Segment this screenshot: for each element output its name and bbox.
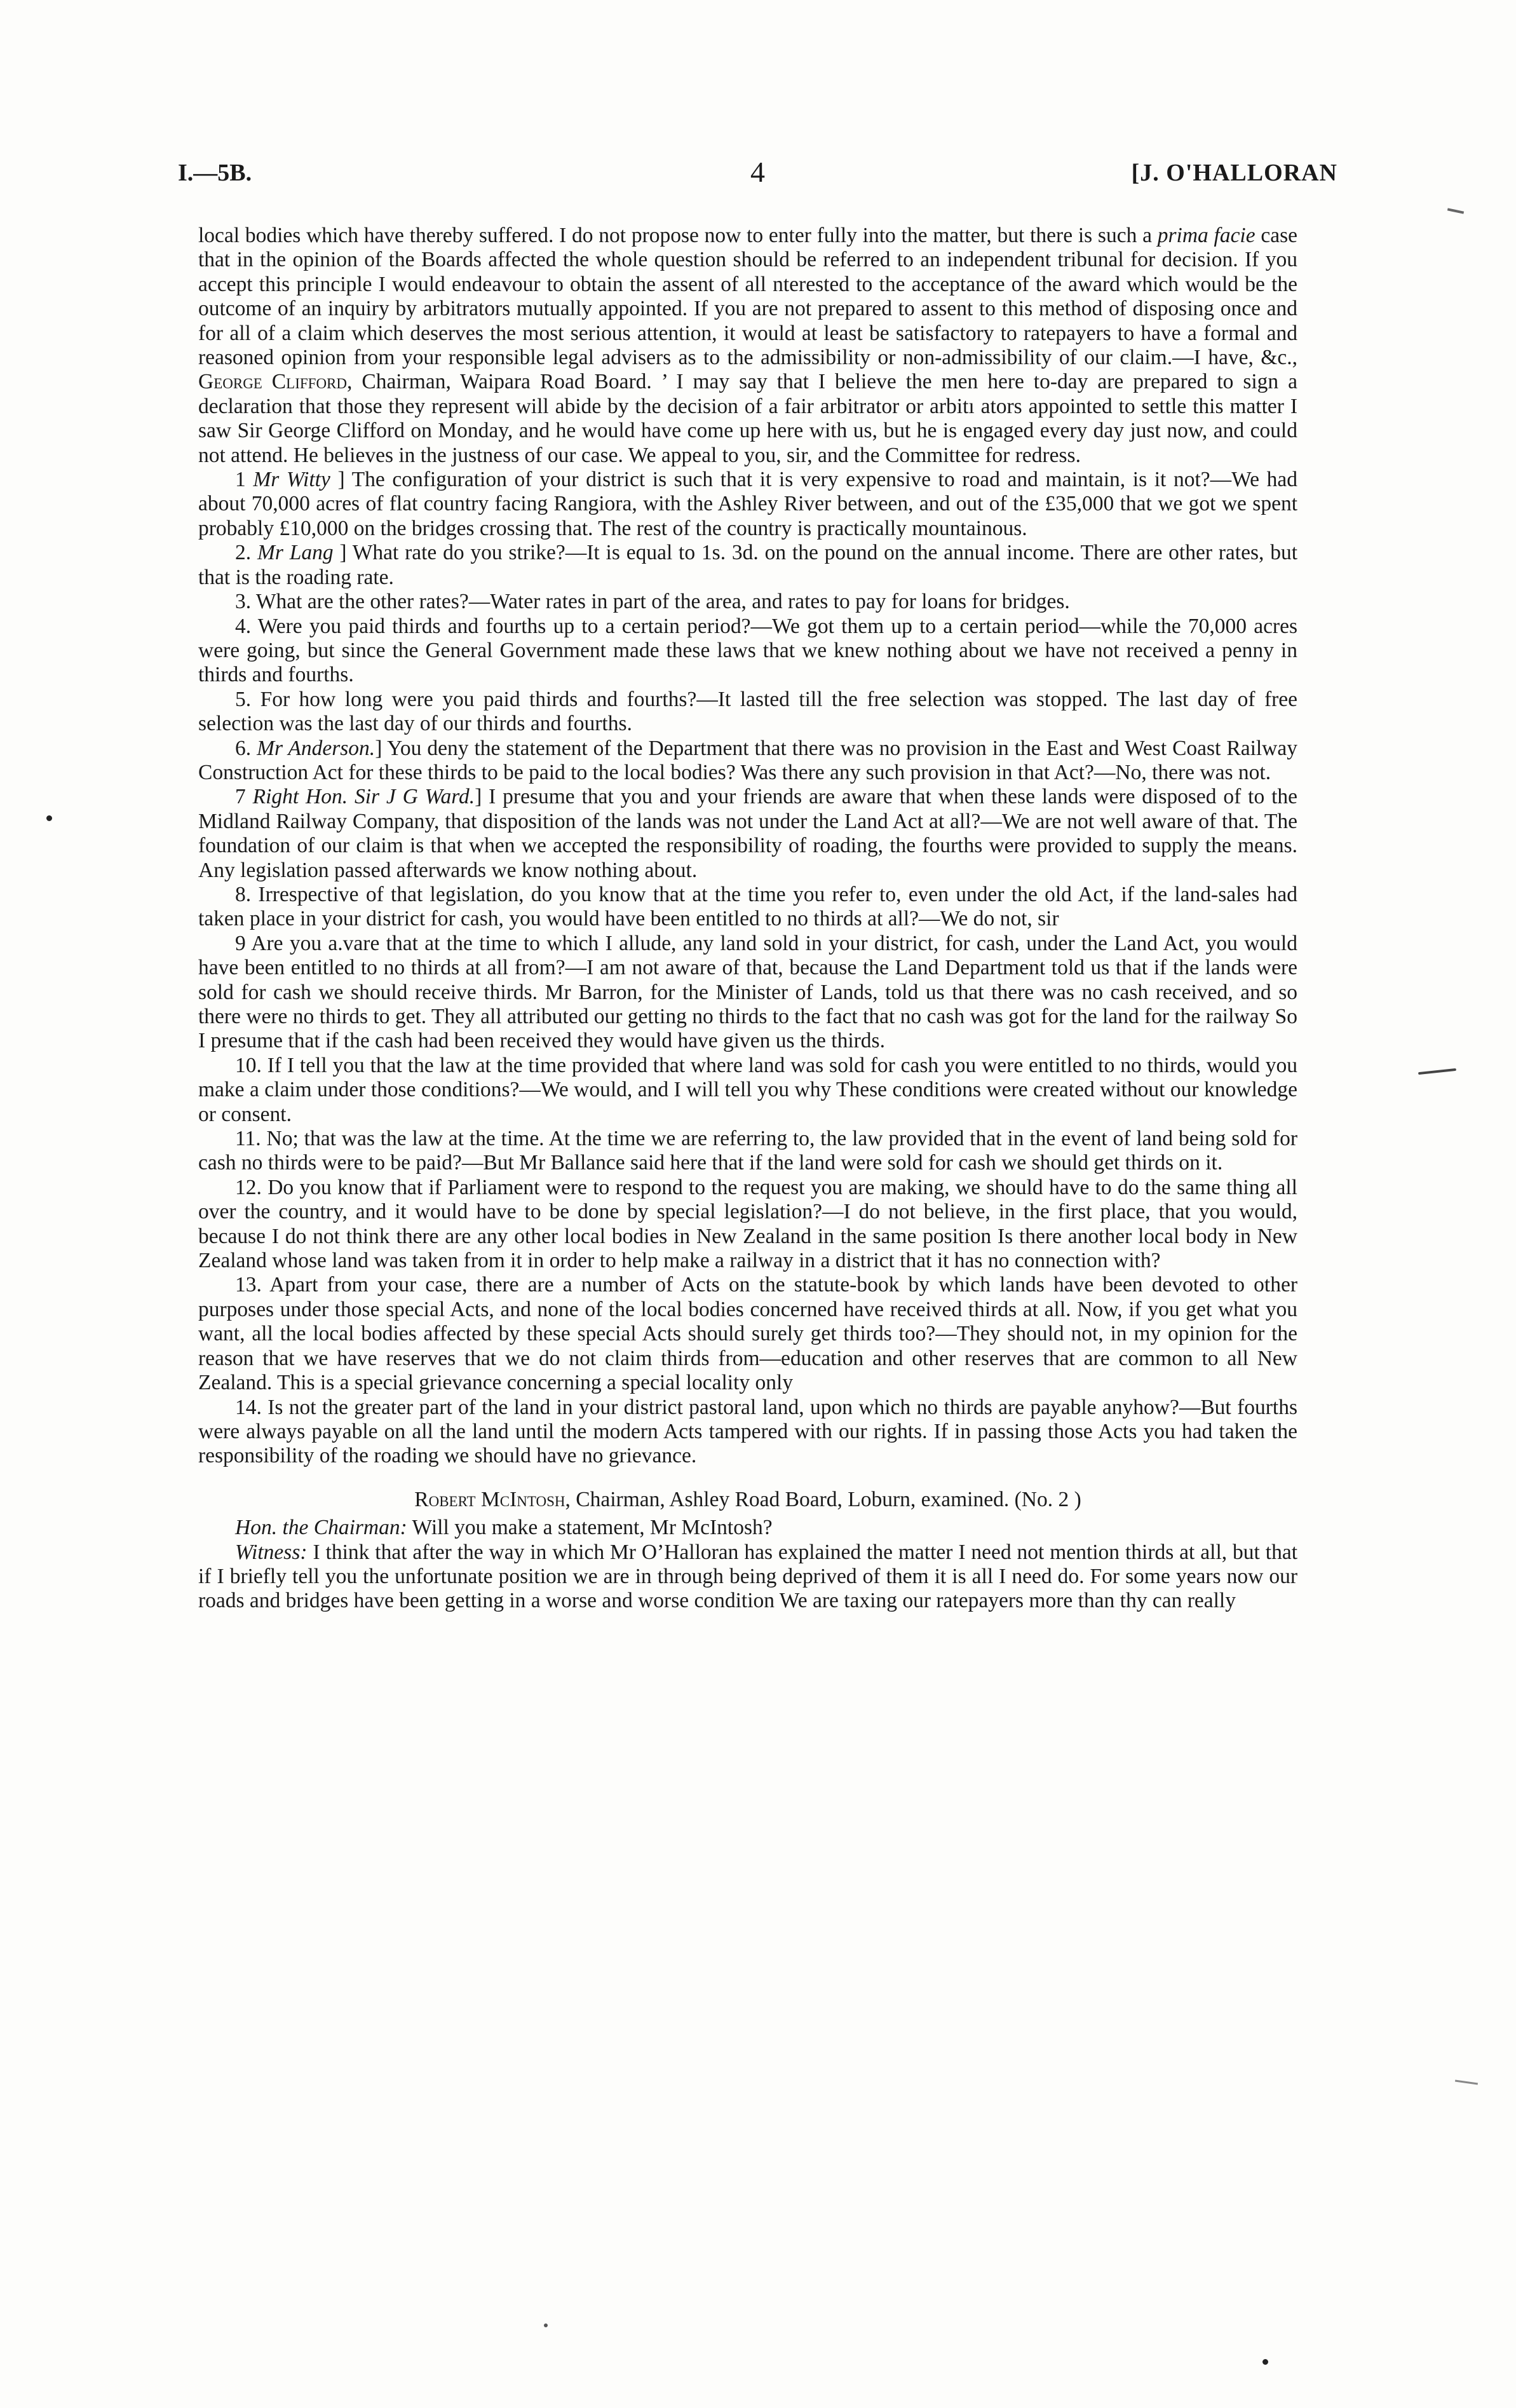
page-number: 4: [750, 156, 765, 188]
question-8: 8. Irrespective of that legislation, do you know that at the time you refer to, even under the old Act, if the land-sales had taken place in your district for cash, you would have been entitled to no thirds at all?—We do not, sir: [198, 882, 1297, 931]
scan-speck: [544, 2323, 548, 2327]
document-body: [198, 224, 1297, 1614]
scan-speck: [1262, 2359, 1268, 2365]
question-5: 5. For how long were you paid thirds and fourths?—It lasted till the free selection was stopped. The last day of free selection was the last day of our thirds and fourths.: [198, 687, 1297, 736]
question-12: 12. Do you know that if Parliament were to respond to the request you are making, we should have to do the same thing all over the country, and it would have to be done by special legislation?—I do not believe, in the first place, that you would, because I do not think there are any other local bodies in New Zealand in the same position Is there another local body in New Zealand whose land was taken from it in order to help make a railway in a district that it has no connection with?: [198, 1175, 1297, 1273]
chairman-question: Hon. the Chairman: Will you make a statement, Mr McIntosh?: [235, 1516, 773, 1540]
witness-running-head: [J. O'HALLORAN: [1131, 160, 1337, 186]
question-6: 6. Mr Anderson.] You deny the statement of the Department that there was no provision in the East and West Coast Railway Construction Act for these thirds to be paid to the local bodies? Was there any such provision in that Act?—No, there was not.: [198, 736, 1297, 784]
question-7: 7 Right Hon. Sir J G Ward.] I presume that you and your friends are aware that when these lands were disposed of to the Midland Railway Company, that disposition of the lands was not under the Land Act at all?—We are not well aware of that. The foundation of our claim is that when we accepted the responsibility of roading, the fourths were provided to supply the means. Any legislation passed afterwards we know nothing about.: [198, 785, 1297, 882]
question-3: 3. What are the other rates?—Water rates in part of the area, and rates to pay for loans for bridges.: [235, 590, 1070, 614]
question-1: 1 Mr Witty ] The configuration of your district is such that it is very expensive to road and maintain, is it not?—We had about 70,000 acres of flat country facing Rangiora, with the Ashley River between, and out of the £35,000 that we got we spent probably £10,000 on the bridges crossing that. The rest of the country is practically mountainous.: [198, 468, 1297, 540]
witness-heading: Robert McIntosh, Chairman, Ashley Road Board, Loburn, examined. (No. 2 ): [414, 1487, 1081, 1511]
question-11: 11. No; that was the law at the time. At the time we are referring to, the law provided that in the event of land being sold for cash no thirds were to be paid?—But Mr Ballance said here that if the land were sold for cash we should get thirds on it.: [198, 1127, 1297, 1175]
question-14: 14. Is not the greater part of the land in your district pastoral land, upon which no thirds are payable anyhow?—But fourths were always payable on all the land until the modern Acts tampered with our rights. If in passing those Acts you had taken the responsibility of the roading we should have no grievance.: [198, 1395, 1297, 1468]
question-10: 10. If I tell you that the law at the time provided that where land was sold for cash you were entitled to no thirds, would you make a claim under those conditions?—We would, and I will tell you why These conditions were created without our knowledge or consent.: [198, 1053, 1297, 1126]
paragraph-letter-continuation: local bodies which have thereby suffered. I do not propose now to enter fully into the matter, but there is such a prima facie case that in the opinion of the Boards affected the whole question should be referred to an independent tribunal for decision. If you accept this principle I would endeavour to obtain the assent of all nterested to the acceptance of the award which would be the outcome of an inquiry by arbitrators mutually appointed. If you are not prepared to assent to this method of disposing once and for all of a claim which deserves the most serious attention, it would at least be satisfactory to ratepayers to have a formal and reasoned opinion from your responsible legal advisers as to the admissibility or non-admissibility of our claim.—I have, &c., George Clifford, Chairman, Waipara Road Board. ’ I may say that I believe the men here to-day are prepared to sign a declaration that those they represent will abide by the decision of a fair arbitrator or arbitı ators appointed to settle this matter I saw Sir George Clifford on Monday, and he would have come up here with us, but he is engaged every day just now, and could not attend. He believes in the justness of our case. We appeal to you, sir, and the Committee for redress.: [198, 224, 1298, 467]
witness-statement: Witness: I think that after the way in which Mr O’Halloran has explained the matter I need not mention thirds at all, but that if I briefly tell you the unfortunate position we are in through being deprived of them it is all I need do. For some years now our roads and bridges have been getting in a worse and worse condition We are taxing our ratepayers more than thy can really: [198, 1540, 1297, 1613]
question-13: 13. Apart from your case, there are a number of Acts on the statute-book by which lands have been devoted to other purposes under those special Acts, and none of the local bodies concerned have received thirds at all. Now, if you get what you want, all the local bodies affected by these special Acts should surely get thirds too?—They should not, in my opinion for the reason that we have reserves that we do not claim thirds from—education and other reserves that are common to all New Zealand. This is a special grievance concerning a special locality only: [198, 1273, 1297, 1395]
margin-mark: [1418, 1068, 1456, 1075]
paper-reference: I.—5B.: [178, 160, 252, 186]
question-2: 2. Mr Lang ] What rate do you strike?—It is equal to 1s. 3d. on the pound on the annual income. There are other rates, but that is the roading rate.: [198, 541, 1298, 589]
question-4: 4. Were you paid thirds and fourths up to a certain period?—We got them up to a certain period—while the 70,000 acres were going, but since the General Government made these laws that we knew nothing about we have not received a penny in thirds and fourths.: [198, 614, 1297, 687]
margin-mark: [1447, 208, 1464, 214]
scan-speck: [46, 815, 52, 821]
question-9: 9 Are you a.vare that at the time to which I allude, any land sold in your district, for cash, under the Land Act, you would have been entitled to no thirds at all from?—I am not aware of that, because the Land Department told us that if the lands were sold for cash we should receive thirds. Mr Barron, for the Minister of Lands, told us that there was no cash received, and so there were no thirds to get. They all attributed our getting no thirds to the fact that no cash was got for the land for the railway So I presume that if the cash had been received they would have given us the thirds.: [198, 931, 1297, 1053]
margin-mark: [1455, 2080, 1478, 2085]
page-header: [178, 156, 1337, 197]
